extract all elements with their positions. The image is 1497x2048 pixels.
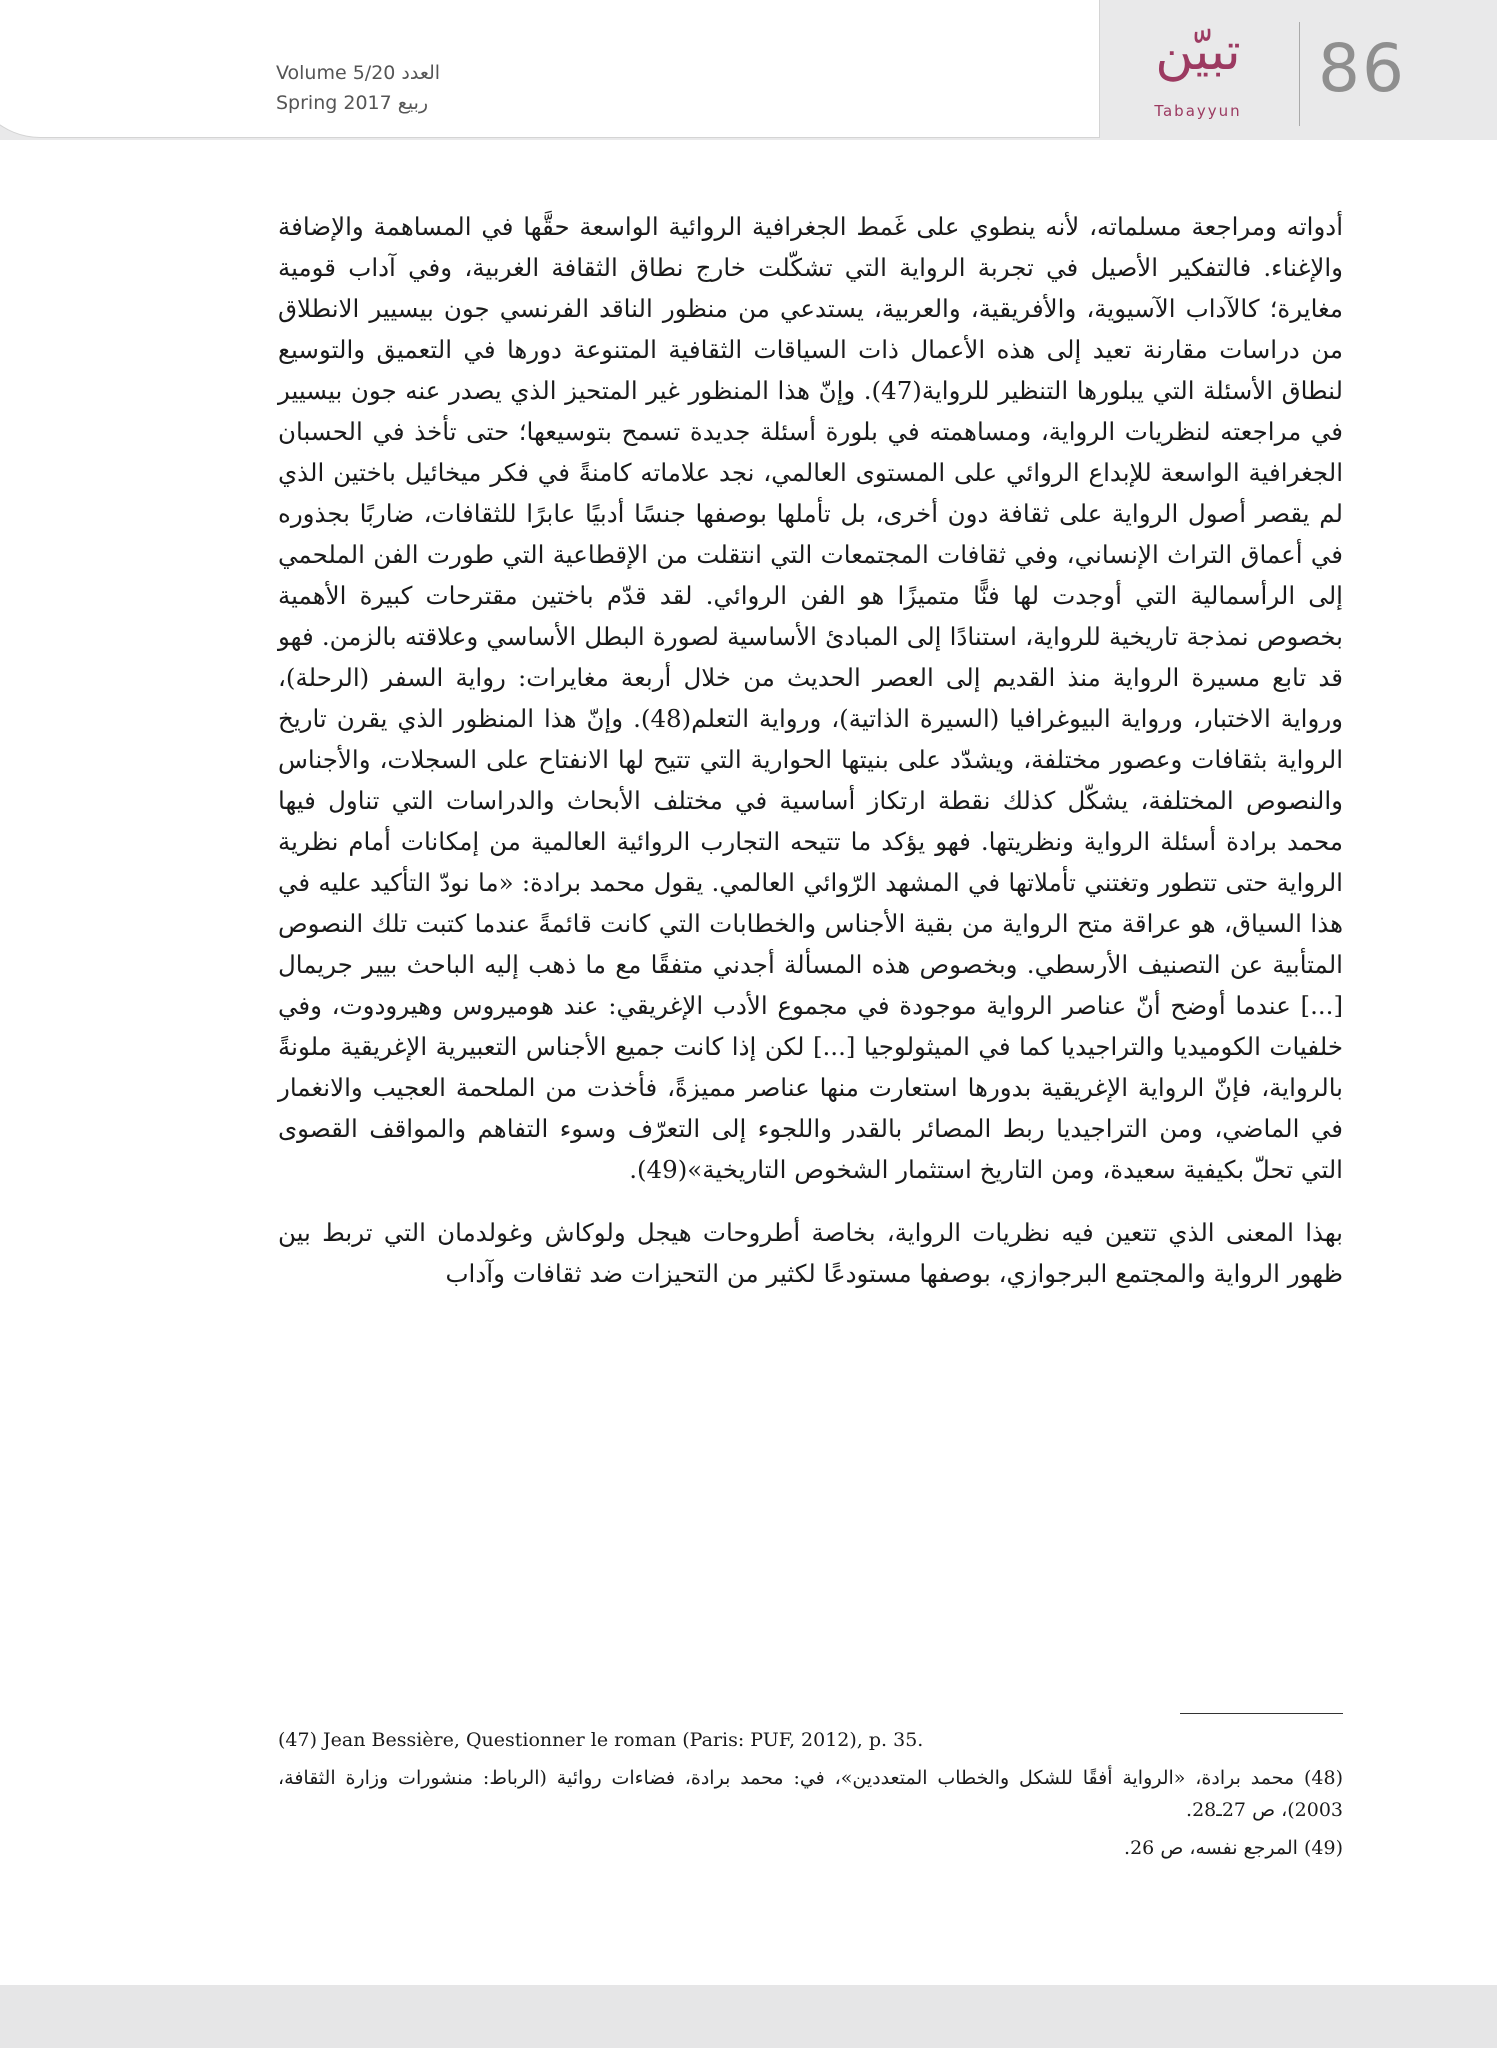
header-card <box>0 0 1100 138</box>
footer-bar <box>0 1985 1497 2048</box>
logo-latin: Tabayyun <box>1154 102 1242 120</box>
footnote-rule <box>1180 1713 1343 1714</box>
footnote-49: (49) المرجع نفسه، ص 26. <box>1124 1837 1343 1859</box>
article-body <box>278 206 1343 1294</box>
logo-arabic: تبيّن <box>1155 22 1241 82</box>
footnotes <box>278 1724 1343 1864</box>
header-divider <box>1299 22 1300 126</box>
footnote-47: (47) Jean Bessière, Questionner le roman (Paris: PUF, 2012), p. 35. <box>278 1729 924 1751</box>
page-number: 86 <box>1318 30 1406 107</box>
journal-logo <box>1128 22 1268 132</box>
footnote-48: (48) محمد برادة، «الرواية أفقًا للشكل والخطاب المتعددين»، في: محمد برادة، فضاءات روائية (الرباط: منشورات وزارة الثقافة، 2003)، ص 27ـ28. <box>278 1767 1343 1821</box>
paragraph: بهذا المعنى الذي تتعين فيه نظريات الرواية، بخاصة أطروحات هيجل ولوكاش وغولدمان التي تربط بين ظهور الرواية والمجتمع البرجوازي، بوصفها مستودعًا لكثير من التحيزات ضد ثقافات وآداب <box>278 1218 1343 1288</box>
issue-info <box>276 58 440 118</box>
season-line: Spring 2017 ربيع <box>276 92 429 114</box>
paragraph: أدواته ومراجعة مسلماته، لأنه ينطوي على غَمط الجغرافية الروائية الواسعة حقَّها في المساهمة والإضافة والإغناء. فالتفكير الأصيل في تجربة الرواية التي تشكّلت خارج نطاق الثقافة الغربية، وفي آداب قومية مغايرة؛ كالآداب الآسيوية، والأفريقية، والعربية، يستدعي من منظور الناقد الفرنسي جون بيسيير الانطلاق من دراسات مقارنة تعيد إلى هذه الأعمال ذات السياقات الثقافية المتنوعة دورها في التعميق والتوسيع لنطاق الأسئلة التي يبلورها التنظير للرواية(47). وإنّ هذا المنظور غير المتحيز الذي يصدر عنه جون بيسيير في مراجعته لنظريات الرواية، ومساهمته في بلورة أسئلة جديدة تسمح بتوسيعها؛ حتى تأخذ في الحسبان الجغرافية الواسعة للإبداع الروائي على المستوى العالمي، نجد علاماته كامنةً في فكر ميخائيل باختين الذي لم يقصر أصول الرواية على ثقافة دون أخرى، بل تأملها بوصفها جنسًا أدبيًا عابرًا للثقافات، ضاربًا بجذوره في أعماق التراث الإنساني، وفي ثقافات المجتمعات التي انتقلت من الإقطاعية التي طورت الفن الملحمي إلى الرأسمالية التي أوجدت لها فنًّا متميزًا هو الفن الروائي. لقد قدّم باختين مقترحات كبيرة الأهمية بخصوص نمذجة تاريخية للرواية، استنادًا إلى المبادئ الأساسية لصورة البطل الأساسي وعلاقته بالزمن. فهو قد تابع مسيرة الرواية منذ القديم إلى العصر الحديث من خلال أربعة مغايرات: رواية السفر (الرحلة)، ورواية الاختبار، ورواية البيوغرافيا (السيرة الذاتية)، ورواية التعلم(48). وإنّ هذا المنظور الذي يقرن تاريخ الرواية بثقافات وعصور مختلفة، ويشدّد على بنيتها الحوارية التي تتيح لها الانفتاح على السجلات، والأجناس والنصوص المختلفة، يشكّل كذلك نقطة ارتكاز أساسية في مختلف الأبحاث والدراسات التي تناول فيها محمد برادة أسئلة الرواية ونظريتها. فهو يؤكد ما تتيحه التجارب الروائية العالمية من إمكانات أمام نظرية الرواية حتى تتطور وتغتني تأملاتها في المشهد الرّوائي العالمي. يقول محمد برادة: «ما نودّ التأكيد عليه في هذا السياق، هو عراقة متح الرواية من بقية الأجناس والخطابات التي كانت قائمةً عندما كتبت تلك النصوص المتأبية عن التصنيف الأرسطي. وبخصوص هذه المسألة أجدني متفقًا مع ما ذهب إليه الباحث بيير جريمال [...] عندما أوضح أنّ عناصر الرواية موجودة في مجموع الأدب الإغريقي: عند هوميروس وهيرودوت، وفي خلفيات الكوميديا والتراجيديا كما في الميثولوجيا [...] لكن إذا كانت جميع الأجناس التعبيرية الإغريقية ملونةً بالرواية، فإنّ الرواية الإغريقية بدورها استعارت منها عناصر مميزةً، فأخذت من الملحمة العجيب والانغمار في الماضي، ومن التراجيديا ربط المصائر بالقدر واللجوء إلى التعرّف وسوء التفاهم والمواقف القصوى التي تحلّ بكيفية سعيدة، ومن التاريخ استثمار الشخوص التاريخية»(49). <box>278 212 1343 1184</box>
volume-line: Volume 5/20 العدد <box>276 62 441 84</box>
